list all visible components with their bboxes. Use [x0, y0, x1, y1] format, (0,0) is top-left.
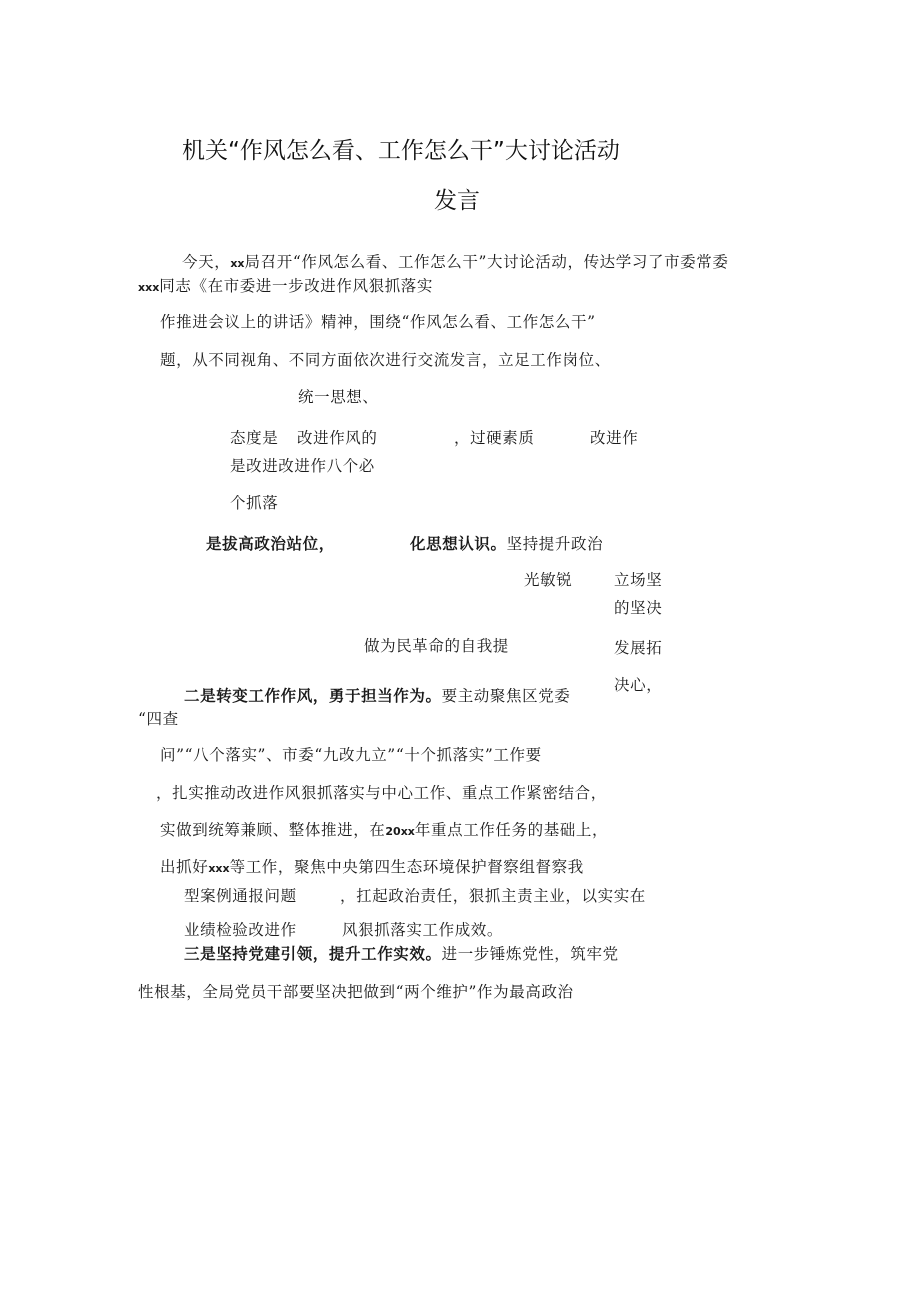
- fragment-stand: 立场坚: [614, 571, 663, 589]
- fragment-sharp: 光敏锐: [524, 571, 573, 589]
- title-line-2: 发言: [434, 188, 480, 214]
- fragment-firm: 的坚决: [614, 599, 663, 617]
- paragraph-3-line-7a: 型案例通报问题: [184, 887, 297, 905]
- fragment-is-improve: 是改进改进作八个必: [230, 457, 375, 475]
- paragraph-4-line-1: 三是坚持党建引领，提升工作实效。进一步锤炼党性，筑牢党: [184, 944, 619, 963]
- paragraph-1-line-1: 今天，xx局召开“作风怎么看、工作怎么干”大讨论活动，传达学习了市委常委: [182, 253, 729, 271]
- paragraph-3-line-4: ，扎实推动改进作风狠抓落实与中心工作、重点工作紧密结合，: [156, 784, 607, 802]
- fragment-attitude: 态度是: [230, 429, 279, 447]
- fragment-improve-style: 改进作风的: [297, 429, 378, 447]
- paragraph-3-line-1: 二是转变工作作风，勇于担当作为。要主动聚焦区党委: [184, 686, 571, 705]
- paragraph-3-line-7b: ，扛起政治责任，狠抓主责主业，以实实在: [340, 887, 646, 905]
- fragment-grab: 个抓落: [230, 494, 279, 512]
- paragraph-3-line-8a: 业绩检验改进作: [184, 921, 297, 939]
- paragraph-2-line-1: 是拔高政治站位，: [206, 534, 335, 553]
- paragraph-2-line-1b: 化思想认识。坚持提升政治: [410, 534, 604, 553]
- paragraph-1-line-3: 作推进会议上的讲话》精神，围绕“作风怎么看、工作怎么干”: [160, 313, 596, 331]
- paragraph-3-line-3: 问”“八个落实”、市委“九改九立”“十个抓落实”工作要: [160, 746, 542, 764]
- fragment-develop: 发展拓: [614, 639, 663, 657]
- paragraph-4-line-2: 性根基，全局党员干部要坚决把做到“两个维护”作为最高政治: [138, 983, 574, 1001]
- fragment-hard-quality: ，过硬素质: [454, 429, 535, 447]
- paragraph-3-line-2: “四查: [138, 710, 179, 728]
- paragraph-1-line-4: 题，从不同视角、不同方面依次进行交流发言，立足工作岗位、: [160, 351, 611, 369]
- paragraph-1-line-2: xxx同志《在市委进一步改进作风狠抓落实: [138, 277, 433, 295]
- paragraph-3-line-5: 实做到统筹兼顾、整体推进，在20xx年重点工作任务的基础上，: [160, 821, 609, 839]
- fragment-unify: 统一思想、: [298, 388, 379, 406]
- fragment-self: 做为民革命的自我提: [364, 637, 509, 655]
- fragment-improve-work: 改进作: [590, 429, 639, 447]
- paragraph-3-line-6: 出抓好xxx等工作，聚焦中央第四生态环境保护督察组督察我: [160, 858, 584, 876]
- paragraph-3-line-8b: 风狠抓落实工作成效。: [342, 921, 504, 939]
- title-line-1: 机关“作风怎么看、工作怎么干”大讨论活动: [182, 138, 620, 164]
- fragment-resolve: 决心，: [614, 676, 663, 694]
